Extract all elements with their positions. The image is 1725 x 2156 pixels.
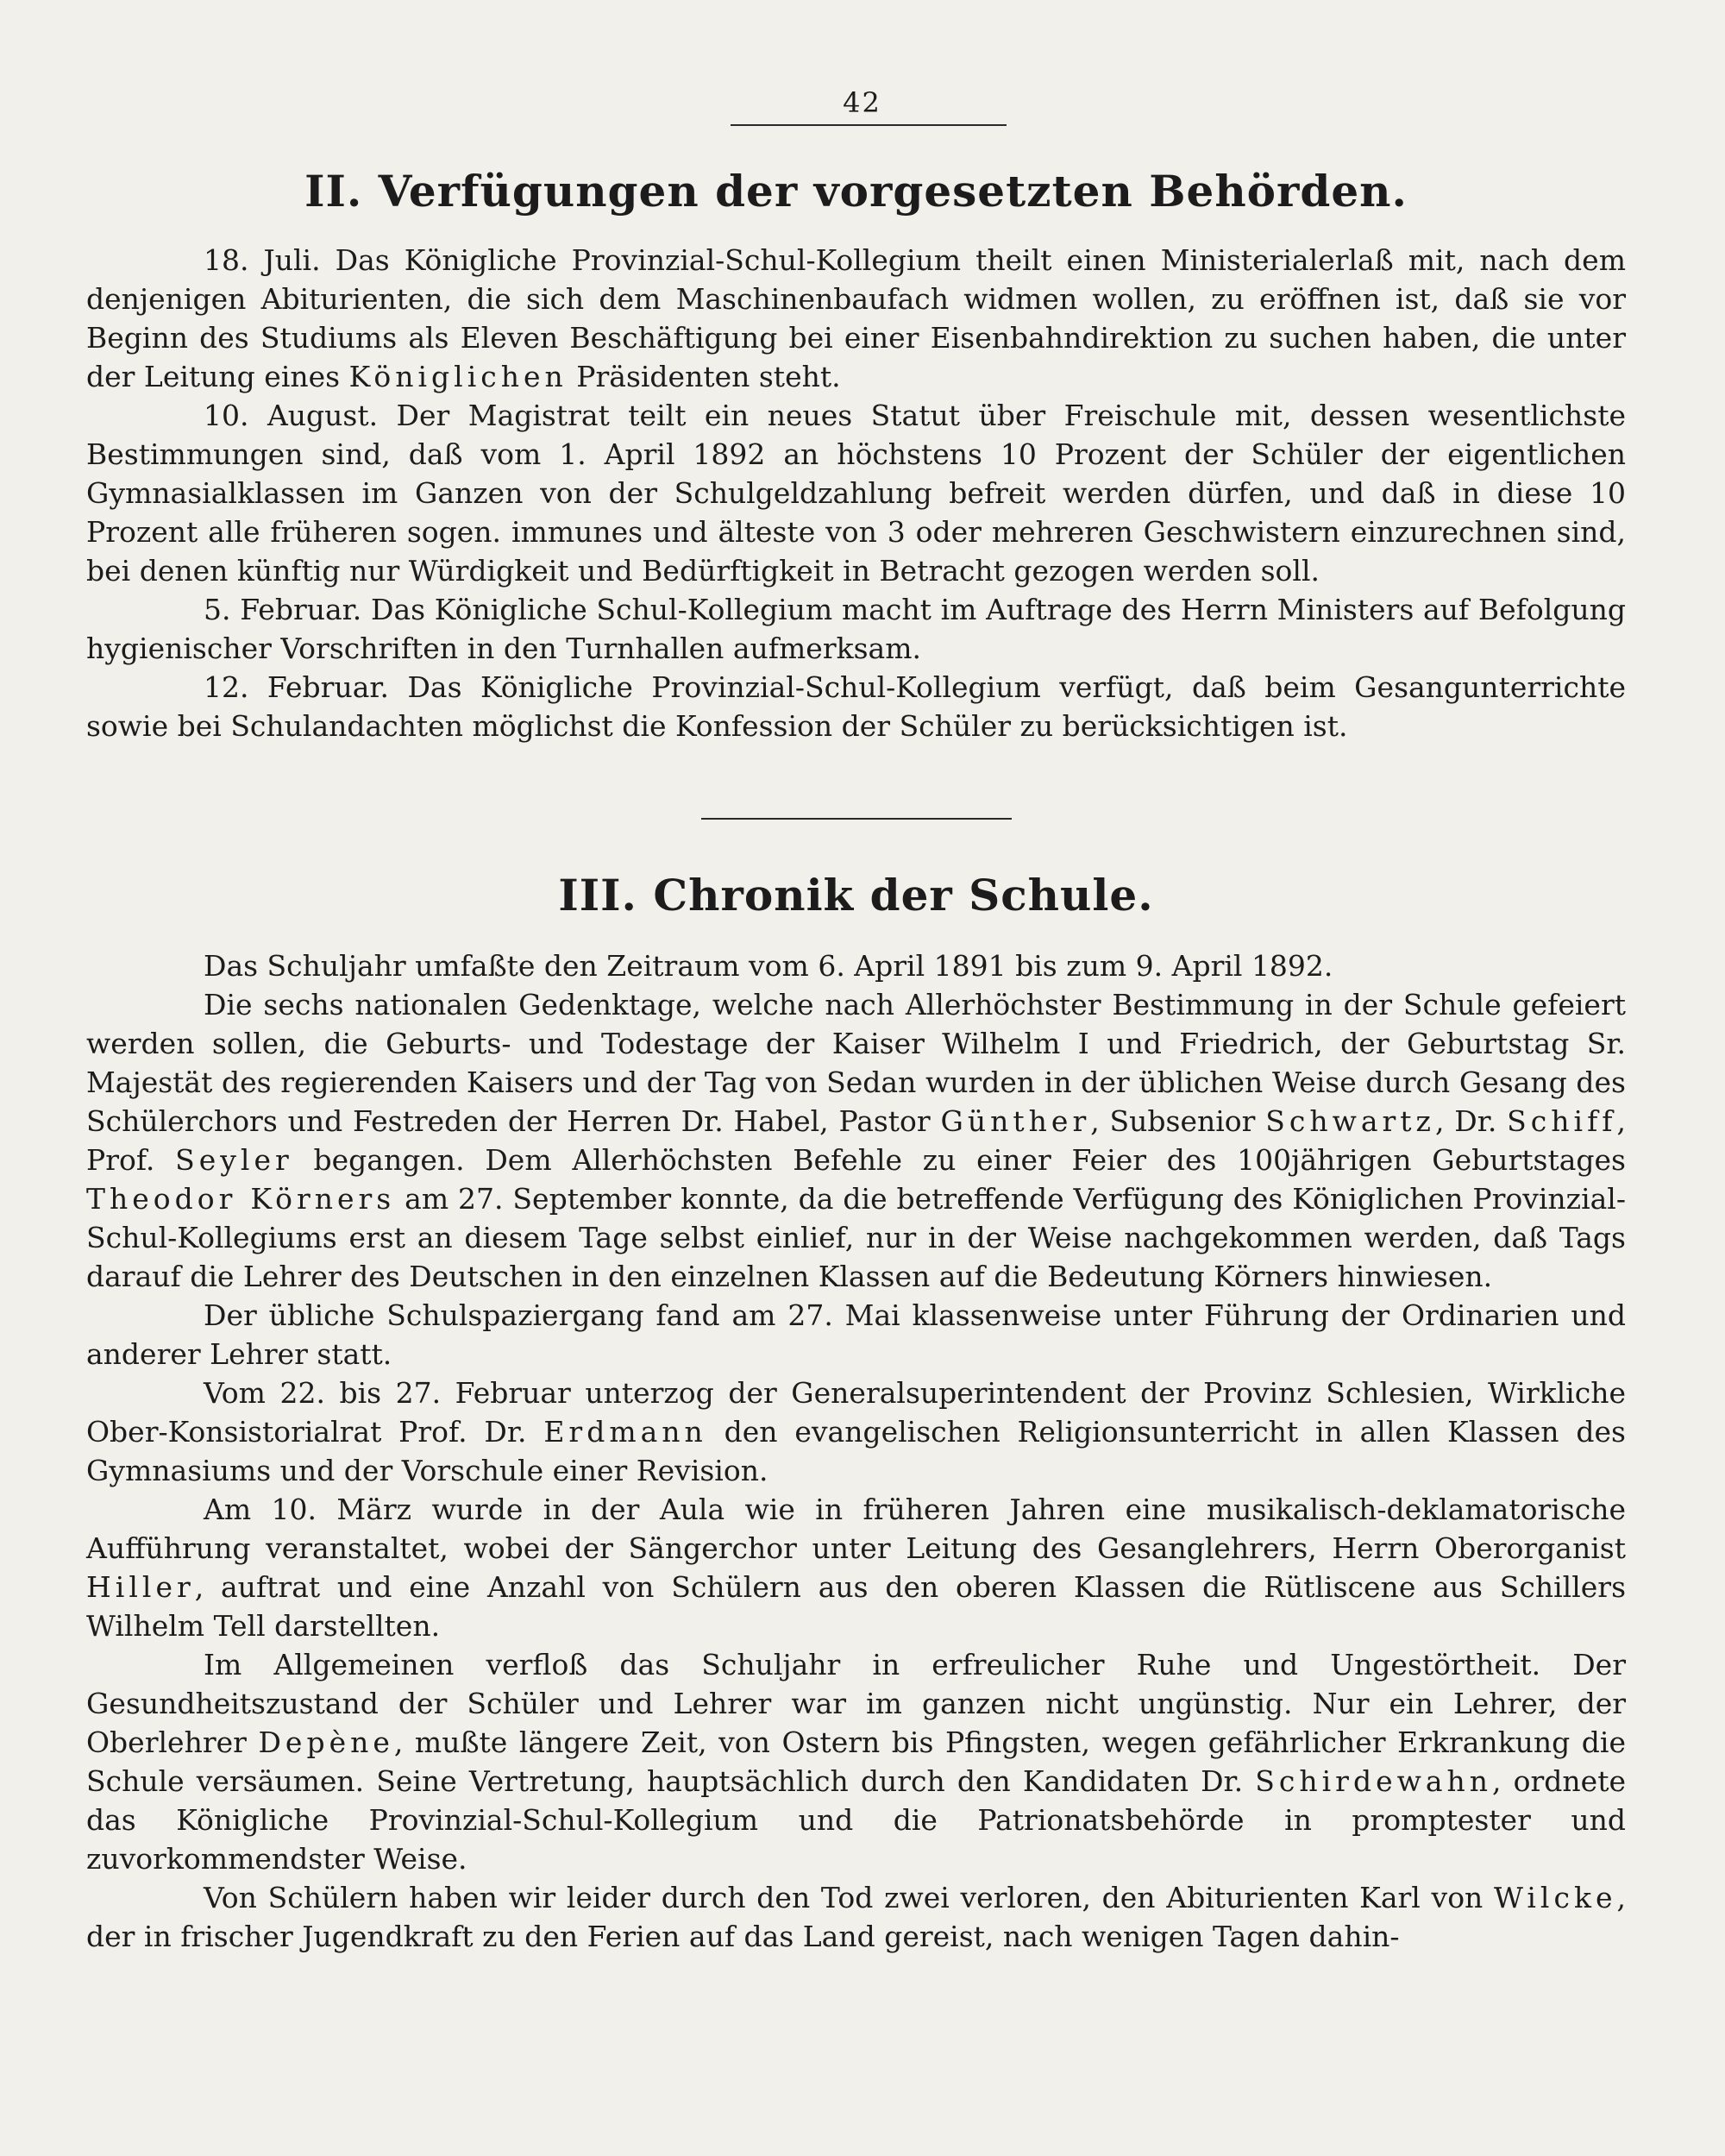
header-rule [731, 124, 1007, 126]
paragraph-18-juli: 18. Juli. Das Königliche Provinzial-Schul-Kollegium theilt einen Ministerialerlaß mit, nach dem denjenigen Abiturienten, die sich dem Maschinenbaufach widmen wollen, zu eröffnen ist, daß sie vor Beginn des Studiums als Eleven Beschäftigung bei einer Eisenbahndirektion zu suchen haben, die unter der Leitung eines Königlichen Präsidenten steht. [86, 243, 1626, 393]
paragraph-5-februar: 5. Februar. Das Königliche Schul-Kollegium macht im Auftrage des Herrn Ministers auf Befolgung hygienischer Vorschriften in den Turnhallen aufmerksam. [86, 593, 1626, 665]
section-heading-III: III. Chronik der Schule. [558, 870, 1154, 921]
paragraph-auffuehrung: Am 10. März wurde in der Aula wie in früheren Jahren eine musikalisch-deklamatorische Aufführung veranstaltet, wobei der Sängerchor unter Leitung des Gesanglehrers, Herrn Oberorganist Hiller, auftrat und eine Anzahl von Schülern aus den oberen Klassen die Rütliscene aus Schillers Wilhelm Tell darstellten. [86, 1493, 1626, 1643]
section-heading-II: II. Verfügungen der vorgesetzten Behörden. [304, 166, 1408, 217]
paragraph-schuljahr: Das Schuljahr umfaßte den Zeitraum vom 6. April 1891 bis zum 9. April 1892. [204, 949, 1333, 983]
paragraph-schulspaziergang: Der übliche Schulspaziergang fand am 27. Mai klassenweise unter Führung der Ordinarien und anderer Lehrer statt. [86, 1298, 1626, 1371]
paragraph-gedenktage: Die sechs nationalen Gedenktage, welche nach Allerhöchster Bestimmung in der Schule gefeiert werden sollen, die Geburts- und Todestage der Kaiser Wilhelm I und Friedrich, der Geburtstag Sr. Majestät des regierenden Kaisers und der Tag von Sedan wurden in der üblichen Weise durch Gesang des Schülerchors und Festreden der Herren Dr. Habel, Pastor Günther, Subsenior Schwartz, Dr. Schiff, Prof. Seyler begangen. Dem Allerhöchsten Befehle zu einer Feier des 100jährigen Geburtstages Theodor Körners am 27. September konnte, da die betreffende Verfügung des Königlichen Provinzial-Schul-Kollegiums erst an diesem Tage selbst einlief, nur in der Weise nachgekommen werden, daß Tags darauf die Lehrer des Deutschen in den einzelnen Klassen auf die Bedeutung Körners hinwiesen. [86, 988, 1626, 1293]
paragraph-todesfaelle: Von Schülern haben wir leider durch den Tod zwei verloren, den Abiturienten Karl von Wilcke, der in frischer Jugendkraft zu den Ferien auf das Land gereist, nach wenigen Tagen dahin- [86, 1881, 1626, 1953]
section-divider [701, 818, 1012, 820]
paragraph-10-august: 10. August. Der Magistrat teilt ein neues Statut über Freischule mit, dessen wesentlichste Bestimmungen sind, daß vom 1. April 1892 an höchstens 10 Prozent der Schüler der eigentlichen Gymnasialklassen im Ganzen von der Schulgeldzahlung befreit werden dürfen, und daß in diese 10 Prozent alle früheren sogen. immunes und älteste von 3 oder mehreren Geschwistern einzurechnen sind, bei denen künftig nur Würdigkeit und Bedürftigkeit in Betracht gezogen werden soll. [86, 399, 1626, 588]
paragraph-revision: Vom 22. bis 27. Februar unterzog der Generalsuperintendent der Provinz Schlesien, Wirkliche Ober-Konsistorialrat Prof. Dr. Erdmann den evangelischen Religionsunterricht in allen Klassen des Gymnasiums und der Vorschule einer Revision. [86, 1376, 1626, 1487]
page-number: 42 [843, 86, 881, 119]
paragraph-12-februar: 12. Februar. Das Königliche Provinzial-Schul-Kollegium verfügt, daß beim Gesangunterrichte sowie bei Schulandachten möglichst die Konfession der Schüler zu berücksichtigen ist. [86, 670, 1626, 743]
paragraph-gesundheit: Im Allgemeinen verfloß das Schuljahr in erfreulicher Ruhe und Ungestörtheit. Der Gesundheitszustand der Schüler und Lehrer war im ganzen nicht ungünstig. Nur ein Lehrer, der Oberlehrer Depène, mußte längere Zeit, von Ostern bis Pfingsten, wegen gefährlicher Erkrankung die Schule versäumen. Seine Vertretung, hauptsächlich durch den Kandidaten Dr. Schirdewahn, ordnete das Königliche Provinzial-Schul-Kollegium und die Patrionatsbehörde in promptester und zuvorkommendster Weise. [86, 1648, 1626, 1876]
